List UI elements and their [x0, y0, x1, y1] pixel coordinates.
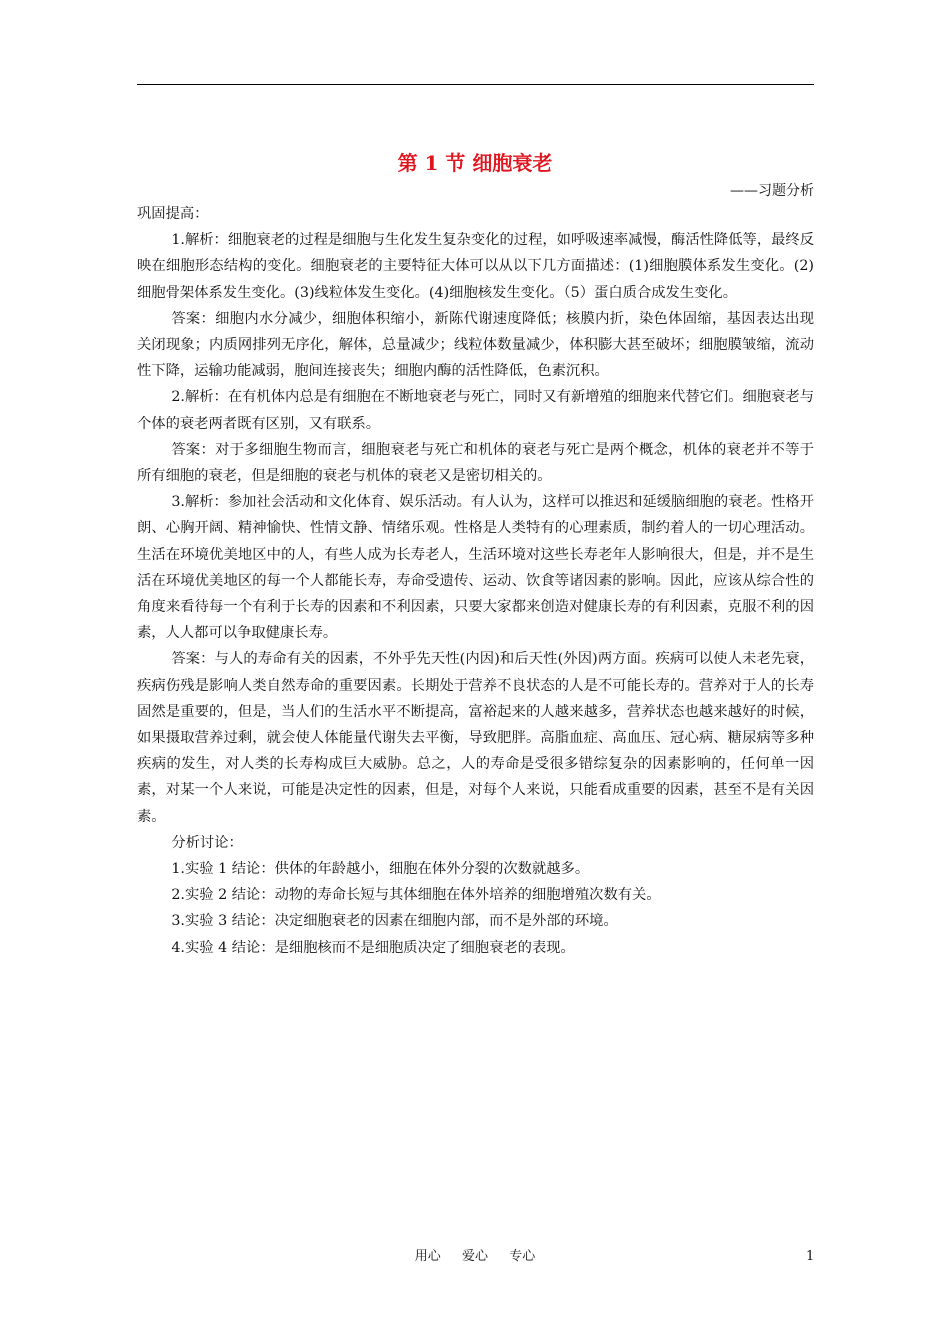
experiment-2-conclusion: 2.实验 2 结论：动物的寿命长短与其体细胞在体外培养的细胞增殖次数有关。 — [171, 887, 661, 904]
paragraph-1-analysis: 1.解析：细胞衰老的过程是细胞与生化发生复杂变化的过程，如呼吸速率减慢，酶活性降低等，最终反映在细胞形态结构的变化。细胞衰老的主要特征大体可以从以下几方面描述：(1)细胞膜体系发生变化。(2)细胞骨架体系发生变化。(3)线粒体发生变化。(4)细胞核发生变化。（5）蛋白质合成发生变化。 — [137, 232, 815, 301]
paragraph-1-answer: 答案：细胞内水分减少，细胞体积缩小，新陈代谢速度降低；核膜内折，染色体固缩，基因表达出现关闭现象；内质网排列无序化，解体，总量减少；线粒体数量减少，体积膨大甚至破坏；细胞膜皱缩，流动性下降，运输功能减弱，胞间连接丧失；细胞内酶的活性降低，色素沉积。 — [137, 310, 814, 380]
experiment-3-conclusion: 3.实验 3 结论：决定细胞衰老的因素在细胞内部，而不是外部的环境。 — [171, 913, 618, 930]
document-body — [137, 201, 814, 961]
page-title: 第 1 节 细胞衰老 — [397, 151, 553, 175]
experiment-1-conclusion: 1.实验 1 结论：供体的年龄越小，细胞在体外分裂的次数就越多。 — [171, 861, 590, 878]
paragraph-2-analysis: 2.解析：在有机体内总是有细胞在不断地衰老与死亡，同时又有新增殖的细胞来代替它们。细胞衰老与个体的衰老两者既有区别，又有联系。 — [137, 389, 815, 432]
header-rule — [137, 84, 814, 85]
footer-motto: 用心 爱心 专心 — [414, 1249, 536, 1264]
page-number: 1 — [806, 1249, 815, 1264]
section-heading: 巩固提高： — [137, 206, 209, 222]
paragraph-3-analysis: 3.解析：参加社会活动和文化体育、娱乐活动。有人认为，这样可以推迟和延缓脑细胞的衰老。性格开朗、心胸开阔、精神愉快、性情文静、情绪乐观。性格是人类特有的心理素质，制约着人的一切心理活动。生活在环境优美地区中的人，有些人成为长寿老人，生活环境对这些长寿老年人影响很大，但是，并不是生活在环境优美地区的每一个人都能长寿，寿命受遗传、运动、饮食等诸因素的影响。因此，应该从综合性的角度来看待每一个有利于长寿的因素和不利因素，只要大家都来创造对健康长寿的有利因素，克服不利的因素，人人都可以争取健康长寿。 — [137, 494, 815, 642]
paragraph-2-answer: 答案：对于多细胞生物而言，细胞衰老与死亡和机体的衰老与死亡是两个概念，机体的衰老并不等于所有细胞的衰老，但是细胞的衰老与机体的衰老又是密切相关的。 — [137, 441, 814, 485]
paragraph-3-answer: 答案：与人的寿命有关的因素，不外乎先天性(内因)和后天性(外因)两方面。疾病可以使人未老先衰，疾病伤残是影响人类自然寿命的重要因素。长期处于营养不良状态的人是不可能长寿的。营养对于人的长寿固然是重要的，但是，当人们的生活水平不断提高，富裕起来的人越来越多，营养状态也越来越好的时候，如果摄取营养过剩，就会使人体能量代谢失去平衡，导致肥胖。高脂血症、高血压、冠心病、糖尿病等多种疾病的发生，对人类的长寿构成巨大威胁。总之，人的寿命是受很多错综复杂的因素影响的，任何单一因素，对某一个人来说，可能是决定性的因素，但是，对每个人来说，只能看成重要的因素，甚至不是有关因素。 — [137, 651, 814, 825]
experiment-4-conclusion: 4.实验 4 结论：是细胞核而不是细胞质决定了细胞衰老的表现。 — [171, 939, 575, 956]
discussion-heading: 分析讨论： — [171, 834, 243, 851]
page-subtitle: ——习题分析 — [730, 183, 814, 199]
